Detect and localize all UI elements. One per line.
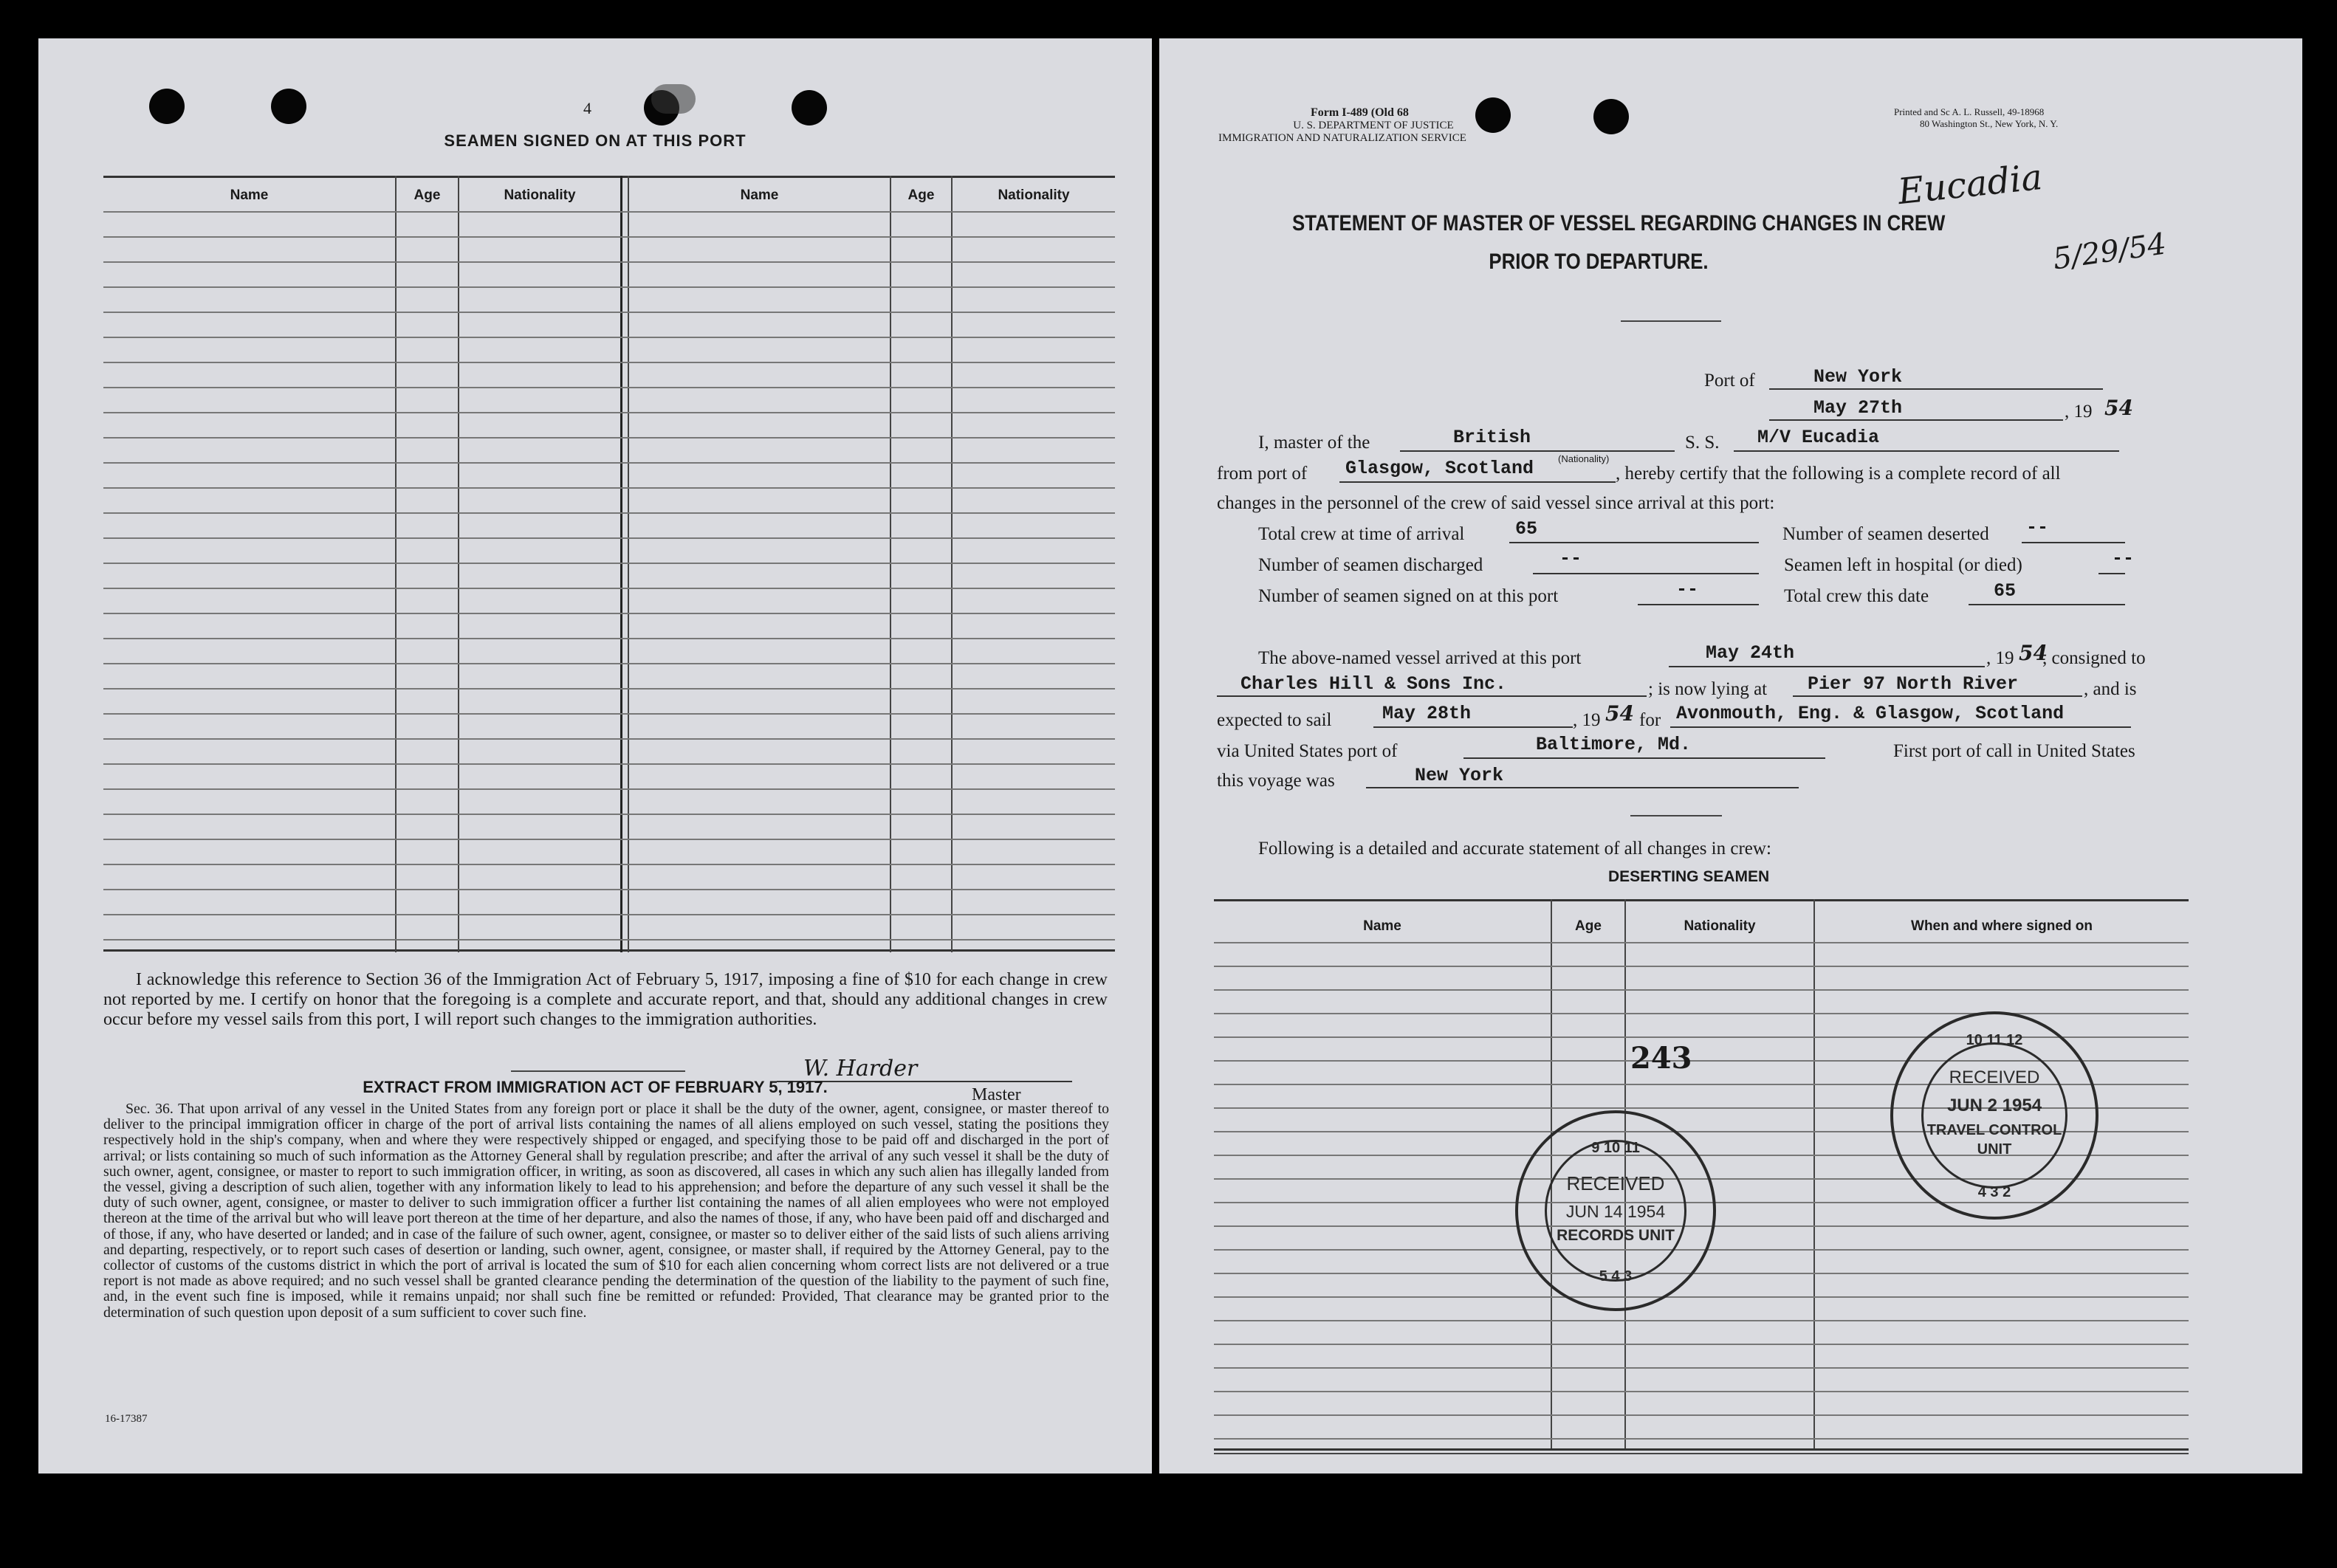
master-label: Master — [972, 1085, 1021, 1104]
page-title: SEAMEN SIGNED ON AT THIS PORT — [444, 131, 747, 150]
underline — [1769, 419, 2063, 421]
extract-title: EXTRACT FROM IMMIGRATION ACT OF FEBRUARY 5, 1917. — [363, 1078, 828, 1096]
table-row-line — [103, 512, 1115, 514]
service: IMMIGRATION AND NATURALIZATION SERVICE — [1218, 132, 1466, 144]
printer-line: Printed and Sc A. L. Russell, 49-18968 — [1894, 106, 2045, 117]
underline — [1638, 604, 1759, 605]
underline — [2099, 573, 2125, 574]
table-row-line — [1214, 1320, 2189, 1321]
table-row-line — [103, 688, 1115, 690]
table-row-line — [103, 437, 1115, 439]
header-nationality: Nationality — [1684, 918, 1756, 934]
label-arrived: The above-named vessel arrived at this port — [1258, 648, 1582, 668]
table-row-line — [103, 337, 1115, 338]
table-row-line — [103, 412, 1115, 413]
right-page — [1159, 38, 2302, 1474]
table-row-line — [1214, 966, 2189, 967]
form-code: 16-17387 — [105, 1413, 148, 1425]
handwritten-name: Eucadia — [1895, 156, 2045, 213]
field-nationality: British — [1453, 427, 1531, 448]
label-following: Following is a detailed and accurate statement of all changes in crew: — [1258, 839, 1771, 859]
label-certify: , hereby certify that the following is a complete record of all — [1616, 464, 2061, 484]
table-row-line — [103, 487, 1115, 489]
underline — [1734, 450, 2119, 452]
table-row-line — [103, 362, 1115, 363]
stamp-date: JUN 2 1954 — [1946, 1096, 2042, 1115]
divider — [1621, 320, 1721, 322]
header-name: Name — [740, 188, 779, 203]
underline — [1669, 666, 1985, 667]
header-age: Age — [1575, 918, 1602, 934]
table-row-line — [103, 312, 1115, 313]
table-row-line — [103, 939, 1115, 941]
punch-hole — [792, 90, 827, 125]
field-total-date: 65 — [1994, 580, 2017, 602]
header-name: Name — [230, 188, 269, 203]
label-voyage: this voyage was — [1217, 771, 1335, 791]
field-date: May 27th — [1813, 397, 1903, 419]
label-via: via United States port of — [1217, 741, 1398, 761]
deserting-title: DESERTING SEAMEN — [1608, 868, 1770, 885]
table-row-line — [103, 563, 1115, 564]
table-row-line — [103, 839, 1115, 840]
header-when-where: When and where signed on — [1911, 918, 2093, 934]
field-sail-year: 54 — [1605, 701, 1634, 726]
table-row-line — [103, 387, 1115, 388]
table-row-line — [103, 738, 1115, 740]
header-nationality: Nationality — [504, 188, 576, 203]
table-row-line — [1214, 1414, 2189, 1416]
label-for: for — [1639, 710, 1661, 730]
printer-address: 80 Washington St., New York, N. Y. — [1920, 118, 2059, 129]
table-row-line — [103, 763, 1115, 765]
underline — [1793, 695, 2082, 697]
underline — [1769, 388, 2103, 390]
table-row-line — [103, 537, 1115, 539]
form-id: Form I-489 (Old 68 — [1311, 106, 1409, 119]
label-discharged: Number of seamen discharged — [1258, 555, 1483, 575]
table-row-line — [1214, 1344, 2189, 1345]
table-row-line — [1214, 1438, 2189, 1440]
table-row-line — [103, 889, 1115, 890]
stamp-unit: RECORDS UNIT — [1557, 1227, 1675, 1244]
underline — [1969, 604, 2125, 605]
field-arrival-date: May 24th — [1706, 642, 1795, 664]
table-row-line — [103, 462, 1115, 464]
handwritten-date: 5/29/54 — [2051, 227, 2169, 277]
stamp-label: RECEIVED — [1566, 1172, 1665, 1194]
field-destination: Avonmouth, Eng. & Glasgow, Scotland — [1676, 703, 2065, 724]
table-row-line — [103, 236, 1115, 238]
master-signature: W. Harder — [803, 1056, 918, 1082]
stamp-number: 243 — [1630, 1041, 1692, 1076]
table-row-line — [103, 588, 1115, 589]
label-master-of: I, master of the — [1258, 433, 1370, 453]
table-row-line — [103, 211, 1115, 213]
header-name: Name — [1363, 918, 1401, 934]
table-row-line — [1214, 942, 2189, 943]
punch-hole — [149, 89, 185, 124]
header-nationality: Nationality — [998, 188, 1070, 203]
label-deserted: Number of seamen deserted — [1782, 524, 1989, 544]
table-row-line — [103, 864, 1115, 865]
table-row-line — [1214, 1296, 2189, 1298]
label-port-of: Port of — [1704, 371, 1755, 391]
stamp-date: JUN 14 1954 — [1565, 1202, 1666, 1221]
label-total-date: Total crew this date — [1784, 586, 1929, 606]
underline — [1217, 695, 1647, 697]
table-row-line — [103, 663, 1115, 664]
field-deserted: -- — [2026, 517, 2049, 538]
label-year: , 19 — [2065, 402, 2093, 422]
label-year: , 19 — [1986, 648, 2014, 668]
field-year: 54 — [2104, 396, 2133, 420]
field-arrival-year: 54 — [2019, 641, 2048, 665]
field-hospital: -- — [2112, 548, 2135, 569]
table-row-line — [103, 261, 1115, 263]
field-from-port: Glasgow, Scotland — [1345, 458, 1534, 479]
field-first-port: New York — [1415, 765, 1504, 786]
form-title: STATEMENT OF MASTER OF VESSEL REGARDING CHANGES IN CREW — [1292, 211, 1946, 235]
seamen-table — [103, 176, 1115, 952]
acknowledgement-text: I acknowledge this reference to Section 36 of the Immigration Act of February 5, 1917, imposing a fine of $10 for each change in crew not reported by me. I certify on honor that the foregoing is a complete and accurate report, and that, should any additional changes in crew occur before my vessel sails from this port, I will report such changes to the immigration authorities. — [103, 970, 1108, 1029]
underline — [1533, 573, 1759, 574]
label-expected: expected to sail — [1217, 710, 1332, 730]
ink-blot — [651, 84, 696, 114]
nationality-hint: (Nationality) — [1558, 453, 1610, 464]
table-row-line — [103, 713, 1115, 715]
label-signed-on: Number of seamen signed on at this port — [1258, 586, 1559, 606]
extract-text: Sec. 36. That upon arrival of any vessel in the United States from any foreign port or place it shall be the duty of the owner, agent, consignee, or master thereof to deliver to the principal immigration officer in charge of the port of arrival lists containing the names of all aliens employed on such vessel, stating the positions they respectively hold in the ship's company, when and where they were respectively shipped or engaged, and specifying those to be paid off and discharged in the port of arrival; or lists containing so much of such information as the Attorney General shall by regulation prescribe; and after the arrival of any such vessel it shall be the duty of such owner, agent, consignee, or master to report to such immigration officer, in writing, as soon as discovered, all cases in which any such alien has illegally landed from the vessel, giving a description of such alien, together with any information likely to lead to his apprehension; and before the departure of any such vessel it shall be the duty of such owner, agent, consignee, or master to deliver to such immigration officer a further list containing the names of all alien employees who were not employed thereon at the time of the arrival but who will leave port thereon at the time of her departure, and also the names of those, if any, who have been paid off and discharged and of those, if any, who have deserted or landed; and in case of the failure of such owner, agent, consignee, or master so to deliver either of the said lists of such aliens arriving and departing, respectively, or to report such cases of desertion or landing, such owner, agent, consignee, or master shall, if required by the Attorney General, pay to the collector of customs of the customs district in which the port of arrival is located the sum of $10 for each alien concerning whom correct lists are not delivered or a true report is not made as above required; and no such vessel shall be granted clearance pending the determination of the question of the liability to the payment of such fine, and, in the event such fine is imposed, while it remains unpaid; nor shall such fine be remitted or refunded: Provided, That clearance may be granted prior to the determination of such question upon deposit of a sum sufficient to cover such fine. — [103, 1101, 1109, 1321]
underline — [2022, 542, 2125, 543]
punch-hole — [271, 89, 306, 124]
header-age: Age — [413, 188, 441, 203]
label-changes: changes in the personnel of the crew of said vessel since arrival at this port: — [1217, 493, 1775, 513]
table-row-line — [103, 638, 1115, 639]
field-vessel: M/V Eucadia — [1757, 427, 1880, 448]
field-total-arrival: 65 — [1515, 518, 1538, 540]
stamp-unit-2: UNIT — [1977, 1141, 2012, 1158]
stamp-label: RECEIVED — [1949, 1067, 2040, 1087]
underline — [1509, 542, 1759, 543]
page-number: 4 — [583, 99, 591, 117]
table-row-line — [103, 788, 1115, 790]
underline — [1670, 726, 2131, 728]
table-row-line — [103, 286, 1115, 288]
field-discharged: -- — [1559, 548, 1582, 569]
punch-hole — [1593, 99, 1629, 134]
underline — [1339, 481, 1616, 483]
label-year: , 19 — [1573, 710, 1601, 730]
field-port: New York — [1813, 366, 1903, 388]
left-page — [38, 38, 1152, 1474]
field-sail-date: May 28th — [1382, 703, 1472, 724]
divider — [511, 1070, 685, 1072]
field-consignee: Charles Hill & Sons Inc. — [1240, 673, 1507, 695]
table-row-line — [103, 814, 1115, 815]
underline — [1400, 450, 1675, 452]
label-first-port: First port of call in United States — [1893, 741, 2135, 761]
label-from-port: from port of — [1217, 464, 1308, 484]
label-total-arrival: Total crew at time of arrival — [1258, 524, 1465, 544]
table-row-line — [103, 613, 1115, 614]
label-ss: S. S. — [1685, 433, 1720, 453]
table-row-line — [103, 914, 1115, 915]
stamp-unit: TRAVEL CONTROL — [1926, 1122, 2062, 1138]
form-title-2: PRIOR TO DEPARTURE. — [1489, 250, 1709, 274]
underline — [1366, 787, 1799, 788]
underline — [1463, 757, 1825, 759]
field-lying-at: Pier 97 North River — [1808, 673, 2019, 695]
department: U. S. DEPARTMENT OF JUSTICE — [1293, 120, 1454, 131]
table-row-line — [1214, 1367, 2189, 1369]
label-hospital: Seamen left in hospital (or died) — [1784, 555, 2022, 575]
received-records-stamp: 9 10 11 5 4 3 RECEIVED JUN 14 1954 RECORDS UNIT — [1515, 1110, 1716, 1311]
table-row-line — [1214, 989, 2189, 991]
label-and-is: , and is — [2084, 679, 2137, 699]
header-age: Age — [907, 188, 935, 203]
divider — [1630, 815, 1722, 816]
received-travel-stamp: 10 11 12 4 3 2 RECEIVED JUN 2 1954 TRAVEL CONTROL UNIT — [1890, 1011, 2099, 1220]
label-consigned: , consigned to — [2042, 648, 2146, 668]
field-via-port: Baltimore, Md. — [1536, 734, 1692, 755]
underline — [1373, 726, 1573, 728]
table-row-line — [1214, 1013, 2189, 1014]
table-row-line — [1214, 1391, 2189, 1392]
label-lying-at: ; is now lying at — [1648, 679, 1768, 699]
field-signed-on: -- — [1676, 579, 1699, 600]
